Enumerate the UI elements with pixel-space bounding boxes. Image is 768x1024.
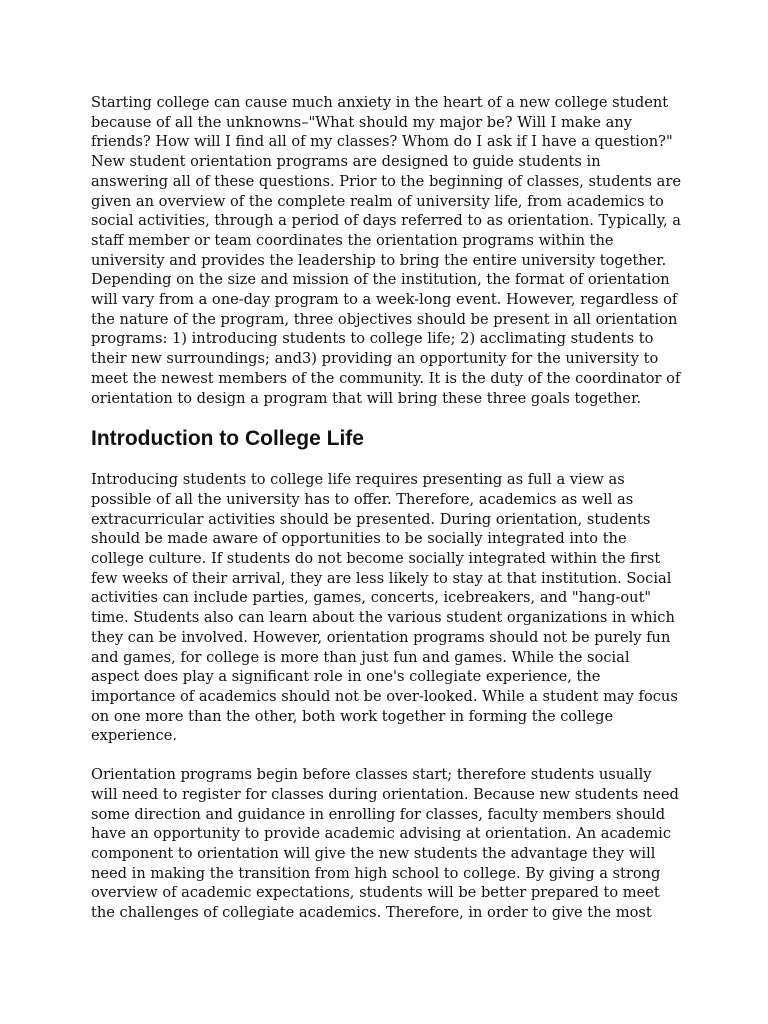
section-paragraph-2: Orientation programs begin before classes start; therefore students usually will need to register for classes during orientation. Because new students need some direction and guidance in enrolling for classes, faculty members should have an opportunity to provide academic advising at orientation. An academic component to orientation will give the new students the advantage they will need in making the transition from high school to college. By giving a strong overview of academic expectations, students will be better prepared to meet the challenges of collegiate academics. Therefore, in order to give the most bbox=[91, 766, 679, 922]
section-paragraph-1: Introducing students to college life requires presenting as full a view as possible of all the university has to offer. Therefore, academics as well as extracurricular activities should be presented. During orientation, students should be made aware of opportunities to be socially integrated into the college culture. If students do not become socially integrated within the first few weeks of their arrival, they are less likely to stay at that institution. Social activities can include parties, games, concerts, icebreakers, and "hang-out" time. Students also can learn about the various student organizations in which they can be involved. However, orientation programs should not be purely fun and games, for college is more than just fun and games. While the social aspect does play a significant role in one's collegiate experience, the importance of academics should not be over-looked. While a student may focus on one more than the other, both work together in forming the college experience. bbox=[91, 471, 678, 745]
paragraph-gap bbox=[91, 746, 681, 765]
spacer bbox=[91, 408, 681, 426]
document-page bbox=[91, 93, 681, 923]
section-heading: Introduction to College Life bbox=[91, 427, 364, 451]
intro-paragraph: Starting college can cause much anxiety in the heart of a new college student because of all the unknowns–"What should my major be? Will I make any friends? How will I find all of my classes? Whom do I ask if I have a question?" New student orientation programs are designed to guide students in answering all of these questions. Prior to the beginning of classes, students are given an overview of the complete realm of university life, from academics to social activities, through a period of days referred to as orientation. Typically, a staff member or team coordinates the orientation programs within the university and provides the leadership to bring the entire university together. Depending on the size and mission of the institution, the format of orientation will vary from a one-day program to a week-long event. However, regardless of the nature of the program, three objectives should be present in all orientation programs: 1) introducing students to college life; 2) acclimating students to their new surroundings; and3) providing an opportunity for the university to meet the newest members of the community. It is the duty of the coordinator of orientation to design a program that will bring these three goals together. bbox=[91, 94, 681, 407]
